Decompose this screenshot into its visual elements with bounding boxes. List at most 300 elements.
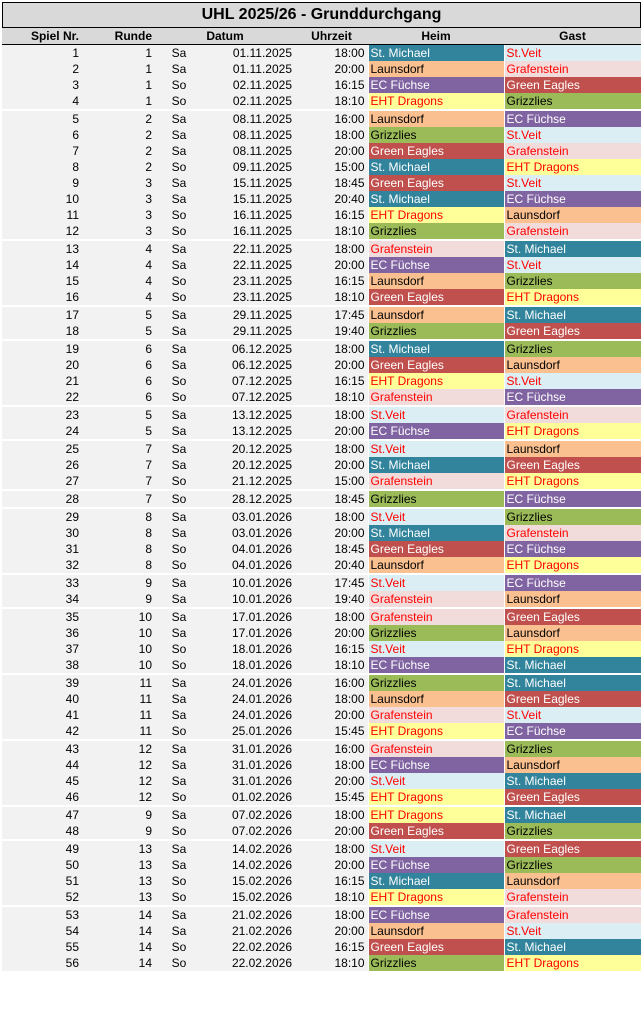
- datum-cell: 29.11.2025: [203, 323, 295, 340]
- runde-cell: 3: [82, 175, 155, 191]
- uhrzeit-cell: 18:00: [295, 608, 368, 625]
- table-row: [2, 175, 641, 191]
- spiel-nr-cell: 27: [2, 473, 82, 490]
- table-row: [2, 723, 641, 740]
- schedule-table: [2, 28, 641, 971]
- gast-team-cell: Grizzlies: [504, 93, 641, 110]
- table-row: [2, 823, 641, 840]
- runde-cell: 2: [82, 159, 155, 175]
- runde-cell: 5: [82, 423, 155, 440]
- gast-team-cell: St. Michael: [504, 939, 641, 955]
- wochentag-cell: Sa: [155, 906, 203, 923]
- wochentag-cell: Sa: [155, 440, 203, 457]
- heim-team-cell: Launsdorf: [368, 691, 504, 707]
- datum-cell: 17.01.2026: [203, 625, 295, 641]
- datum-cell: 02.11.2025: [203, 93, 295, 110]
- heim-team-cell: St.Veit: [368, 641, 504, 657]
- spiel-nr-cell: 51: [2, 873, 82, 889]
- heim-team-cell: St.Veit: [368, 406, 504, 423]
- spiel-nr-cell: 54: [2, 923, 82, 939]
- spiel-nr-cell: 22: [2, 389, 82, 406]
- heim-team-cell: Grafenstein: [368, 740, 504, 757]
- heim-team-cell: EC Füchse: [368, 657, 504, 674]
- uhrzeit-cell: 15:00: [295, 473, 368, 490]
- spiel-nr-cell: 14: [2, 257, 82, 273]
- gast-team-cell: Grafenstein: [504, 906, 641, 923]
- wochentag-cell: So: [155, 789, 203, 806]
- gast-team-cell: Grizzlies: [504, 340, 641, 357]
- spiel-nr-cell: 10: [2, 191, 82, 207]
- wochentag-cell: Sa: [155, 574, 203, 591]
- gast-team-cell: Green Eagles: [504, 323, 641, 340]
- datum-cell: 09.11.2025: [203, 159, 295, 175]
- wochentag-cell: So: [155, 77, 203, 93]
- heim-team-cell: Grizzlies: [368, 323, 504, 340]
- runde-cell: 14: [82, 939, 155, 955]
- datum-cell: 15.02.2026: [203, 873, 295, 889]
- runde-cell: 4: [82, 289, 155, 306]
- header-uhrzeit: Uhrzeit: [295, 28, 368, 45]
- datum-cell: 03.01.2026: [203, 525, 295, 541]
- heim-team-cell: Grizzlies: [368, 127, 504, 143]
- uhrzeit-cell: 18:00: [295, 440, 368, 457]
- wochentag-cell: So: [155, 159, 203, 175]
- datum-cell: 13.12.2025: [203, 423, 295, 440]
- heim-team-cell: Launsdorf: [368, 923, 504, 939]
- runde-cell: 9: [82, 806, 155, 823]
- datum-cell: 07.12.2025: [203, 389, 295, 406]
- heim-team-cell: St. Michael: [368, 191, 504, 207]
- wochentag-cell: Sa: [155, 191, 203, 207]
- runde-cell: 4: [82, 273, 155, 289]
- table-row: [2, 159, 641, 175]
- table-row: [2, 641, 641, 657]
- spiel-nr-cell: 2: [2, 61, 82, 77]
- table-row: [2, 323, 641, 340]
- wochentag-cell: So: [155, 955, 203, 971]
- uhrzeit-cell: 18:45: [295, 541, 368, 557]
- gast-team-cell: Launsdorf: [504, 873, 641, 889]
- uhrzeit-cell: 18:00: [295, 840, 368, 857]
- gast-team-cell: Green Eagles: [504, 789, 641, 806]
- datum-cell: 14.02.2026: [203, 840, 295, 857]
- table-row: [2, 740, 641, 757]
- uhrzeit-cell: 16:15: [295, 873, 368, 889]
- uhrzeit-cell: 18:10: [295, 223, 368, 240]
- runde-cell: 6: [82, 357, 155, 373]
- wochentag-cell: Sa: [155, 110, 203, 127]
- uhrzeit-cell: 20:00: [295, 707, 368, 723]
- datum-cell: 03.01.2026: [203, 508, 295, 525]
- datum-cell: 24.01.2026: [203, 691, 295, 707]
- uhrzeit-cell: 20:00: [295, 773, 368, 789]
- wochentag-cell: Sa: [155, 61, 203, 77]
- runde-cell: 8: [82, 525, 155, 541]
- spiel-nr-cell: 46: [2, 789, 82, 806]
- uhrzeit-cell: 20:00: [295, 423, 368, 440]
- table-row: [2, 357, 641, 373]
- header-runde: Runde: [82, 28, 155, 45]
- table-row: [2, 857, 641, 873]
- gast-team-cell: Green Eagles: [504, 691, 641, 707]
- wochentag-cell: Sa: [155, 357, 203, 373]
- table-row: [2, 840, 641, 857]
- heim-team-cell: EC Füchse: [368, 423, 504, 440]
- spiel-nr-cell: 26: [2, 457, 82, 473]
- runde-cell: 9: [82, 591, 155, 608]
- runde-cell: 4: [82, 240, 155, 257]
- spiel-nr-cell: 8: [2, 159, 82, 175]
- heim-team-cell: Grizzlies: [368, 955, 504, 971]
- table-row: [2, 77, 641, 93]
- wochentag-cell: Sa: [155, 525, 203, 541]
- table-row: [2, 389, 641, 406]
- gast-team-cell: St.Veit: [504, 175, 641, 191]
- spiel-nr-cell: 20: [2, 357, 82, 373]
- uhrzeit-cell: 15:45: [295, 723, 368, 740]
- datum-cell: 06.12.2025: [203, 357, 295, 373]
- datum-cell: 25.01.2026: [203, 723, 295, 740]
- gast-team-cell: St. Michael: [504, 806, 641, 823]
- heim-team-cell: EC Füchse: [368, 77, 504, 93]
- sheet-title: UHL 2025/26 - Grunddurchgang: [2, 2, 641, 28]
- table-row: [2, 61, 641, 77]
- uhrzeit-cell: 18:00: [295, 240, 368, 257]
- gast-team-cell: St. Michael: [504, 240, 641, 257]
- uhrzeit-cell: 20:40: [295, 557, 368, 574]
- gast-team-cell: EC Füchse: [504, 574, 641, 591]
- table-row: [2, 440, 641, 457]
- uhrzeit-cell: 18:00: [295, 906, 368, 923]
- heim-team-cell: Grafenstein: [368, 608, 504, 625]
- uhrzeit-cell: 18:00: [295, 45, 368, 62]
- gast-team-cell: Grizzlies: [504, 508, 641, 525]
- gast-team-cell: EHT Dragons: [504, 641, 641, 657]
- spiel-nr-cell: 55: [2, 939, 82, 955]
- runde-cell: 7: [82, 473, 155, 490]
- uhrzeit-cell: 15:00: [295, 159, 368, 175]
- wochentag-cell: Sa: [155, 423, 203, 440]
- heim-team-cell: Launsdorf: [368, 110, 504, 127]
- datum-cell: 24.01.2026: [203, 707, 295, 723]
- runde-cell: 6: [82, 340, 155, 357]
- spiel-nr-cell: 25: [2, 440, 82, 457]
- uhrzeit-cell: 18:00: [295, 406, 368, 423]
- spiel-nr-cell: 53: [2, 906, 82, 923]
- gast-team-cell: EHT Dragons: [504, 557, 641, 574]
- datum-cell: 21.12.2025: [203, 473, 295, 490]
- table-row: [2, 143, 641, 159]
- table-row: [2, 93, 641, 110]
- datum-cell: 13.12.2025: [203, 406, 295, 423]
- spiel-nr-cell: 24: [2, 423, 82, 440]
- table-row: [2, 773, 641, 789]
- table-row: [2, 457, 641, 473]
- table-row: [2, 625, 641, 641]
- datum-cell: 15.02.2026: [203, 889, 295, 906]
- uhrzeit-cell: 20:00: [295, 357, 368, 373]
- wochentag-cell: So: [155, 223, 203, 240]
- runde-cell: 7: [82, 440, 155, 457]
- spiel-nr-cell: 1: [2, 45, 82, 62]
- datum-cell: 18.01.2026: [203, 641, 295, 657]
- runde-cell: 10: [82, 657, 155, 674]
- gast-team-cell: St.Veit: [504, 373, 641, 389]
- table-row: [2, 257, 641, 273]
- heim-team-cell: Launsdorf: [368, 61, 504, 77]
- spiel-nr-cell: 34: [2, 591, 82, 608]
- gast-team-cell: Green Eagles: [504, 77, 641, 93]
- heim-team-cell: St. Michael: [368, 340, 504, 357]
- datum-cell: 08.11.2025: [203, 143, 295, 159]
- wochentag-cell: Sa: [155, 740, 203, 757]
- uhrzeit-cell: 16:00: [295, 110, 368, 127]
- header-gast: Gast: [504, 28, 641, 45]
- heim-team-cell: Green Eagles: [368, 143, 504, 159]
- spiel-nr-cell: 18: [2, 323, 82, 340]
- header-heim: Heim: [368, 28, 504, 45]
- heim-team-cell: Launsdorf: [368, 273, 504, 289]
- wochentag-cell: So: [155, 389, 203, 406]
- runde-cell: 13: [82, 873, 155, 889]
- uhrzeit-cell: 18:45: [295, 490, 368, 508]
- gast-team-cell: EC Füchse: [504, 490, 641, 508]
- gast-team-cell: St. Michael: [504, 657, 641, 674]
- uhrzeit-cell: 20:00: [295, 625, 368, 641]
- heim-team-cell: EHT Dragons: [368, 723, 504, 740]
- spiel-nr-cell: 47: [2, 806, 82, 823]
- wochentag-cell: Sa: [155, 323, 203, 340]
- runde-cell: 7: [82, 490, 155, 508]
- datum-cell: 14.02.2026: [203, 857, 295, 873]
- uhrzeit-cell: 16:15: [295, 273, 368, 289]
- gast-team-cell: Grafenstein: [504, 61, 641, 77]
- uhrzeit-cell: 18:00: [295, 806, 368, 823]
- spiel-nr-cell: 5: [2, 110, 82, 127]
- spiel-nr-cell: 11: [2, 207, 82, 223]
- datum-cell: 04.01.2026: [203, 557, 295, 574]
- heim-team-cell: Green Eagles: [368, 823, 504, 840]
- runde-cell: 2: [82, 143, 155, 159]
- gast-team-cell: Grafenstein: [504, 525, 641, 541]
- table-row: [2, 557, 641, 574]
- heim-team-cell: Grafenstein: [368, 591, 504, 608]
- table-row: [2, 591, 641, 608]
- wochentag-cell: So: [155, 93, 203, 110]
- heim-team-cell: Green Eagles: [368, 289, 504, 306]
- runde-cell: 1: [82, 93, 155, 110]
- header-row: [2, 28, 641, 45]
- uhrzeit-cell: 16:15: [295, 641, 368, 657]
- wochentag-cell: So: [155, 823, 203, 840]
- wochentag-cell: Sa: [155, 306, 203, 323]
- uhrzeit-cell: 18:00: [295, 691, 368, 707]
- wochentag-cell: Sa: [155, 45, 203, 62]
- gast-team-cell: Green Eagles: [504, 457, 641, 473]
- spiel-nr-cell: 28: [2, 490, 82, 508]
- runde-cell: 10: [82, 625, 155, 641]
- datum-cell: 18.01.2026: [203, 657, 295, 674]
- table-row: [2, 306, 641, 323]
- runde-cell: 4: [82, 257, 155, 273]
- heim-team-cell: Green Eagles: [368, 357, 504, 373]
- heim-team-cell: Green Eagles: [368, 175, 504, 191]
- heim-team-cell: Launsdorf: [368, 557, 504, 574]
- uhrzeit-cell: 15:45: [295, 789, 368, 806]
- gast-team-cell: St.Veit: [504, 127, 641, 143]
- spiel-nr-cell: 38: [2, 657, 82, 674]
- heim-team-cell: St. Michael: [368, 873, 504, 889]
- table-row: [2, 490, 641, 508]
- uhrzeit-cell: 20:00: [295, 923, 368, 939]
- spiel-nr-cell: 12: [2, 223, 82, 240]
- spiel-nr-cell: 41: [2, 707, 82, 723]
- heim-team-cell: Grafenstein: [368, 473, 504, 490]
- gast-team-cell: Green Eagles: [504, 608, 641, 625]
- table-row: [2, 127, 641, 143]
- gast-team-cell: St.Veit: [504, 257, 641, 273]
- heim-team-cell: EC Füchse: [368, 757, 504, 773]
- spiel-nr-cell: 35: [2, 608, 82, 625]
- wochentag-cell: Sa: [155, 591, 203, 608]
- table-row: [2, 207, 641, 223]
- table-row: [2, 789, 641, 806]
- heim-team-cell: EHT Dragons: [368, 889, 504, 906]
- uhrzeit-cell: 18:10: [295, 389, 368, 406]
- spiel-nr-cell: 29: [2, 508, 82, 525]
- datum-cell: 20.12.2025: [203, 457, 295, 473]
- table-row: [2, 273, 641, 289]
- heim-team-cell: Grafenstein: [368, 707, 504, 723]
- wochentag-cell: So: [155, 557, 203, 574]
- datum-cell: 08.11.2025: [203, 110, 295, 127]
- runde-cell: 1: [82, 77, 155, 93]
- spiel-nr-cell: 39: [2, 674, 82, 691]
- uhrzeit-cell: 20:00: [295, 257, 368, 273]
- runde-cell: 5: [82, 306, 155, 323]
- wochentag-cell: So: [155, 207, 203, 223]
- heim-team-cell: Grizzlies: [368, 625, 504, 641]
- uhrzeit-cell: 19:40: [295, 323, 368, 340]
- runde-cell: 11: [82, 723, 155, 740]
- table-row: [2, 923, 641, 939]
- spiel-nr-cell: 33: [2, 574, 82, 591]
- spiel-nr-cell: 56: [2, 955, 82, 971]
- runde-cell: 12: [82, 773, 155, 789]
- wochentag-cell: So: [155, 723, 203, 740]
- datum-cell: 07.12.2025: [203, 373, 295, 389]
- heim-team-cell: St.Veit: [368, 773, 504, 789]
- heim-team-cell: EC Füchse: [368, 906, 504, 923]
- datum-cell: 17.01.2026: [203, 608, 295, 625]
- gast-team-cell: Grafenstein: [504, 889, 641, 906]
- spiel-nr-cell: 19: [2, 340, 82, 357]
- uhrzeit-cell: 16:00: [295, 674, 368, 691]
- heim-team-cell: EC Füchse: [368, 857, 504, 873]
- gast-team-cell: Grizzlies: [504, 857, 641, 873]
- spiel-nr-cell: 30: [2, 525, 82, 541]
- spiel-nr-cell: 32: [2, 557, 82, 574]
- gast-team-cell: St.Veit: [504, 707, 641, 723]
- wochentag-cell: Sa: [155, 143, 203, 159]
- uhrzeit-cell: 20:00: [295, 857, 368, 873]
- spiel-nr-cell: 52: [2, 889, 82, 906]
- wochentag-cell: Sa: [155, 340, 203, 357]
- runde-cell: 3: [82, 207, 155, 223]
- uhrzeit-cell: 20:00: [295, 457, 368, 473]
- heim-team-cell: St. Michael: [368, 45, 504, 62]
- wochentag-cell: So: [155, 873, 203, 889]
- gast-team-cell: Grafenstein: [504, 406, 641, 423]
- datum-cell: 15.11.2025: [203, 191, 295, 207]
- spiel-nr-cell: 45: [2, 773, 82, 789]
- heim-team-cell: Grizzlies: [368, 490, 504, 508]
- heim-team-cell: EHT Dragons: [368, 373, 504, 389]
- gast-team-cell: St. Michael: [504, 306, 641, 323]
- heim-team-cell: Grizzlies: [368, 223, 504, 240]
- runde-cell: 13: [82, 857, 155, 873]
- spiel-nr-cell: 6: [2, 127, 82, 143]
- spiel-nr-cell: 16: [2, 289, 82, 306]
- runde-cell: 3: [82, 191, 155, 207]
- gast-team-cell: St. Michael: [504, 674, 641, 691]
- wochentag-cell: Sa: [155, 773, 203, 789]
- runde-cell: 12: [82, 789, 155, 806]
- spiel-nr-cell: 43: [2, 740, 82, 757]
- heim-team-cell: Grafenstein: [368, 389, 504, 406]
- uhrzeit-cell: 16:15: [295, 939, 368, 955]
- wochentag-cell: So: [155, 657, 203, 674]
- table-row: [2, 873, 641, 889]
- uhrzeit-cell: 19:40: [295, 591, 368, 608]
- wochentag-cell: Sa: [155, 691, 203, 707]
- table-row: [2, 340, 641, 357]
- spiel-nr-cell: 9: [2, 175, 82, 191]
- runde-cell: 8: [82, 557, 155, 574]
- datum-cell: 29.11.2025: [203, 306, 295, 323]
- games-body: [2, 45, 641, 972]
- datum-cell: 01.02.2026: [203, 789, 295, 806]
- wochentag-cell: So: [155, 473, 203, 490]
- heim-team-cell: EC Füchse: [368, 257, 504, 273]
- wochentag-cell: So: [155, 541, 203, 557]
- uhrzeit-cell: 17:45: [295, 574, 368, 591]
- spiel-nr-cell: 13: [2, 240, 82, 257]
- runde-cell: 10: [82, 641, 155, 657]
- gast-team-cell: EC Füchse: [504, 191, 641, 207]
- uhrzeit-cell: 20:00: [295, 143, 368, 159]
- heim-team-cell: St. Michael: [368, 457, 504, 473]
- table-row: [2, 508, 641, 525]
- datum-cell: 10.01.2026: [203, 591, 295, 608]
- spiel-nr-cell: 40: [2, 691, 82, 707]
- spiel-nr-cell: 4: [2, 93, 82, 110]
- runde-cell: 11: [82, 691, 155, 707]
- wochentag-cell: So: [155, 889, 203, 906]
- heim-team-cell: EHT Dragons: [368, 207, 504, 223]
- uhrzeit-cell: 20:00: [295, 61, 368, 77]
- runde-cell: 11: [82, 674, 155, 691]
- table-row: [2, 955, 641, 971]
- wochentag-cell: Sa: [155, 508, 203, 525]
- wochentag-cell: Sa: [155, 674, 203, 691]
- gast-team-cell: Launsdorf: [504, 625, 641, 641]
- table-row: [2, 191, 641, 207]
- runde-cell: 14: [82, 955, 155, 971]
- uhrzeit-cell: 18:10: [295, 955, 368, 971]
- runde-cell: 2: [82, 110, 155, 127]
- heim-team-cell: EHT Dragons: [368, 789, 504, 806]
